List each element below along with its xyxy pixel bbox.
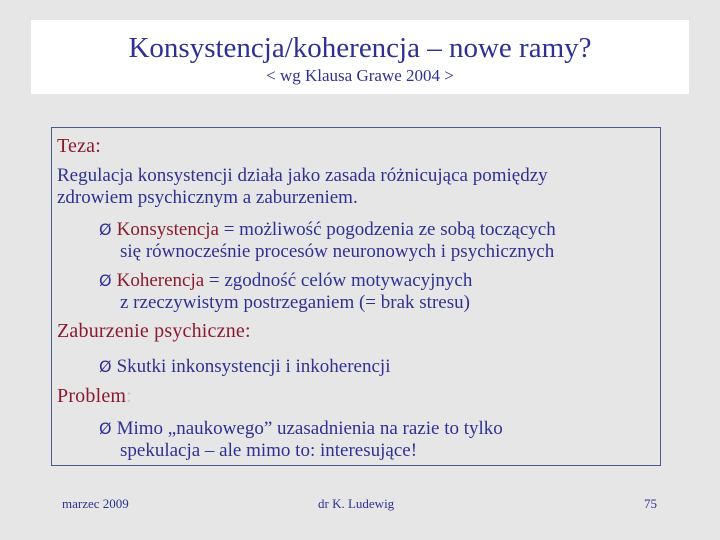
bullet-mimo-text: Mimo „naukowego” uzasadnienia na razie to tylko	[116, 418, 503, 439]
bullet-koherencja-text: = zgodność celów motywacyjnych	[204, 270, 473, 291]
problem-colon: :	[126, 385, 132, 407]
bullet-koherencja-cont: z rzeczywistym postrzeganiem (= brak stresu)	[120, 292, 470, 313]
teza-line-1: Regulacja konsystencji działa jako zasada różnicująca pomiędzy	[57, 165, 548, 186]
teza-heading: Teza:	[57, 135, 102, 157]
arrow-bullet-icon: Ø	[99, 419, 112, 438]
problem-heading	[57, 385, 132, 408]
problem-heading-text: Problem	[57, 385, 127, 407]
arrow-bullet-icon: Ø	[99, 271, 112, 290]
bullet-koherencja	[99, 270, 472, 292]
arrow-bullet-icon: Ø	[99, 220, 112, 239]
zaburzenie-heading: Zaburzenie psychiczne:	[57, 320, 251, 342]
footer-author: dr K. Ludewig	[318, 496, 395, 511]
keyword-konsystencja: Konsystencja	[116, 219, 219, 240]
bullet-konsystencja	[99, 219, 556, 241]
teza-line-2: zdrowiem psychicznym a zaburzeniem.	[57, 187, 358, 208]
bullet-mimo-cont: spekulacja – ale mimo to: interesujące!	[120, 440, 418, 461]
bullet-konsystencja-cont: się równocześnie procesów neuronowych i psychicznych	[120, 241, 555, 262]
title-box	[31, 20, 689, 94]
arrow-bullet-icon: Ø	[99, 357, 112, 376]
footer-date: marzec 2009	[62, 496, 129, 511]
bullet-skutki-text: Skutki inkonsystencji i inkoherencji	[116, 356, 391, 377]
bullet-skutki	[99, 356, 390, 378]
bullet-mimo	[99, 418, 503, 440]
footer-page-number: 75	[644, 496, 657, 511]
bullet-konsystencja-text: = możliwość pogodzenia ze sobą toczących	[218, 219, 556, 240]
slide-subtitle: < wg Klausa Grawe 2004 >	[266, 66, 454, 85]
keyword-koherencja: Koherencja	[116, 270, 205, 291]
slide-title: Konsystencja/koherencja – nowe ramy?	[128, 32, 592, 64]
